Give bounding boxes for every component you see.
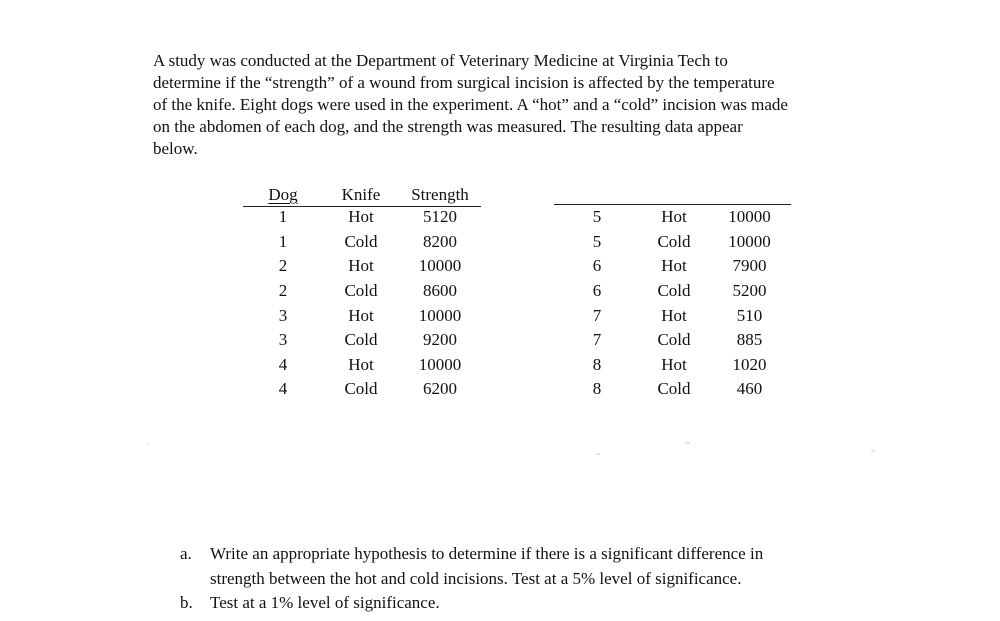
knife-cell: Cold [344, 379, 378, 399]
dog-cell: 8 [592, 354, 602, 374]
dog-cell: 7 [592, 305, 602, 325]
strength-cell: 6200 [423, 379, 457, 399]
knife-cell: Cold [344, 231, 378, 251]
question-list [180, 542, 880, 616]
dog-cell: 5 [592, 231, 602, 251]
strength-cell: 510 [736, 305, 763, 325]
question-a [180, 542, 880, 591]
question-b [180, 591, 880, 616]
strength-cell: 1020 [732, 354, 767, 374]
dog-column-header: Dog [268, 185, 298, 204]
dog-cell: 8 [592, 379, 602, 399]
dog-cell: 5 [592, 207, 602, 227]
dog-cell: 4 [278, 379, 288, 399]
statement-line: determine if the “strength” of a wound from surgical incision is affected by the temperature [153, 73, 775, 92]
question-marker: b. [180, 593, 193, 612]
knife-cell: Hot [348, 256, 374, 276]
statement-line: of the knife. Eight dogs were used in the experiment. A “hot” and a “cold” incision was made [153, 95, 788, 114]
knife-cell: Cold [344, 330, 378, 350]
strength-cell: 10000 [418, 256, 462, 276]
knife-cell: Cold [657, 281, 691, 301]
strength-cell: 460 [736, 379, 763, 399]
strength-cell: 8200 [423, 231, 457, 251]
strength-column-header: Strength [411, 185, 469, 204]
strength-cell: 10000 [728, 231, 771, 251]
strength-cell: 9200 [423, 330, 457, 350]
knife-cell: Hot [661, 256, 687, 276]
dog-cell: 3 [278, 305, 288, 325]
strength-cell: 7900 [732, 256, 767, 276]
dog-cell: 2 [278, 256, 288, 276]
strength-cell: 10000 [728, 207, 771, 227]
strength-cell: 8600 [423, 281, 457, 301]
knife-cell: Cold [657, 231, 691, 251]
knife-cell: Hot [348, 354, 374, 374]
dog-cell: 7 [592, 330, 602, 350]
question-line: Write an appropriate hypothesis to determine if there is a significant difference in [210, 544, 764, 563]
dog-cell: 4 [278, 354, 288, 374]
statement-line: on the abdomen of each dog, and the strength was measured. The resulting data appear [153, 117, 743, 136]
knife-cell: Hot [661, 207, 687, 227]
dog-cell: 2 [278, 281, 288, 301]
question-line: strength between the hot and cold incisions. Test at a 5% level of significance. [210, 568, 742, 588]
knife-cell: Cold [657, 379, 691, 399]
dog-cell: 3 [278, 330, 288, 350]
knife-cell: Hot [661, 305, 687, 325]
knife-cell: Hot [348, 207, 374, 227]
knife-cell: Hot [348, 305, 374, 325]
strength-cell: 5200 [732, 281, 767, 301]
knife-column-header: Knife [341, 185, 381, 204]
knife-cell: Cold [657, 330, 691, 350]
knife-cell: Hot [661, 354, 687, 374]
dog-cell: 1 [278, 207, 288, 227]
strength-cell: 10000 [418, 305, 462, 325]
statement-line: below. [153, 139, 198, 158]
knife-cell: Cold [344, 281, 378, 301]
dog-cell: 6 [592, 256, 602, 276]
dog-cell: 6 [592, 281, 602, 301]
strength-cell: 885 [736, 330, 763, 350]
question-marker: a. [180, 544, 192, 563]
strength-cell: 5120 [423, 207, 457, 227]
strength-cell: 10000 [418, 354, 462, 374]
question-line: Test at a 1% level of significance. [210, 593, 440, 612]
statement-line: A study was conducted at the Department of Veterinary Medicine at Virginia Tech to [153, 51, 728, 70]
dog-cell: 1 [278, 231, 288, 251]
